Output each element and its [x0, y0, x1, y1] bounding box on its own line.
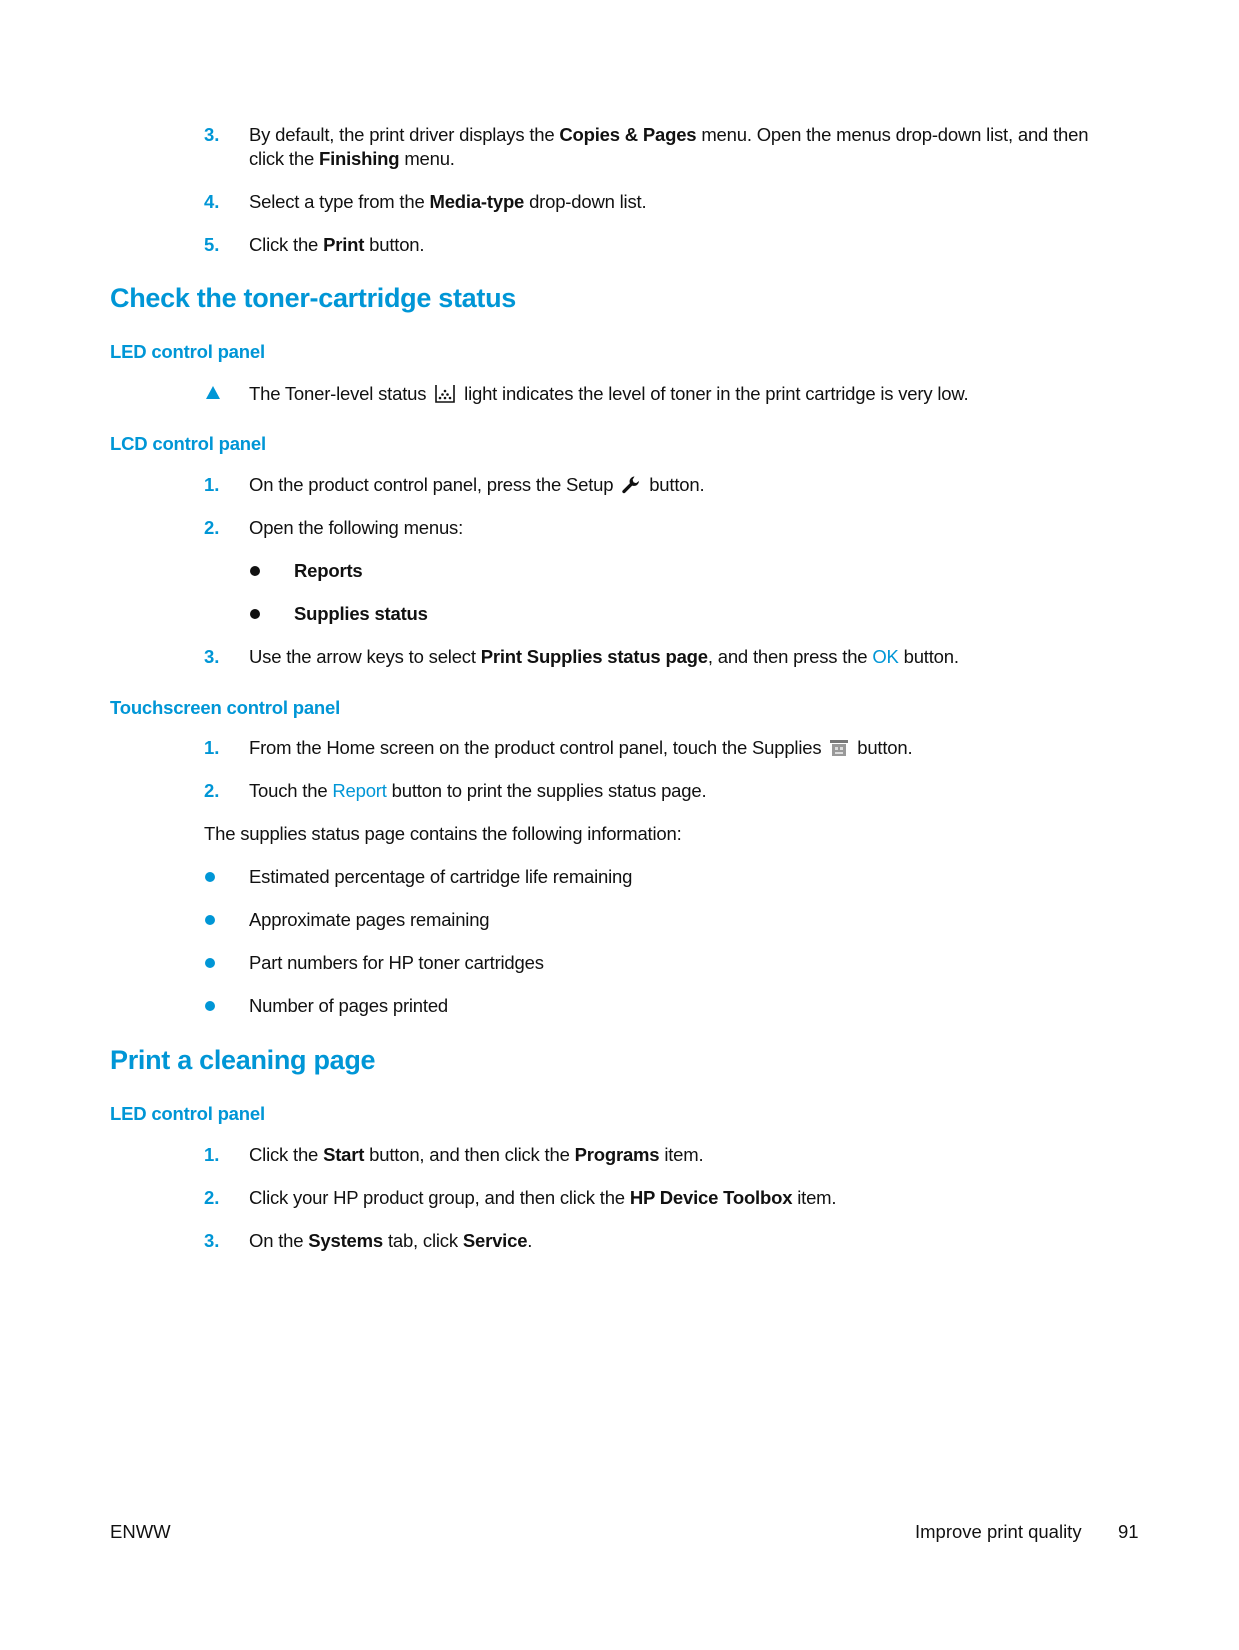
menu-label: Reports: [294, 560, 363, 581]
step-text: By default, the print driver displays the Copies & Pages menu. Open the menus drop-down list, and then: [249, 124, 1089, 145]
page-number: 91: [1118, 1521, 1139, 1542]
section-title-toner-status: Check the toner-cartridge status: [110, 283, 516, 313]
step-number: 1.: [204, 474, 220, 495]
step-number: 3.: [204, 124, 220, 145]
step-text: Click the Start button, and then click the Programs item.: [249, 1144, 704, 1165]
step-number: 4.: [204, 191, 220, 212]
toner-level-icon: [434, 382, 456, 410]
bullet-icon: [250, 609, 260, 619]
footer-locale: ENWW: [110, 1521, 171, 1542]
step-number: 3.: [204, 1230, 220, 1251]
info-intro: The supplies status page contains the following information:: [204, 823, 682, 844]
step-text: Select a type from the Media-type drop-down list.: [249, 191, 647, 212]
step-text: Click your HP product group, and then click the HP Device Toolbox item.: [249, 1187, 837, 1208]
note-text: The Toner-level status light indicates the level of toner in the print cartridge is very low.: [249, 382, 968, 410]
step-text: Touch the Report button to print the supplies status page.: [249, 780, 707, 801]
step-number: 2.: [204, 780, 220, 801]
subheading-led-control-panel-cleaning: LED control panel: [110, 1103, 265, 1124]
step-number: 2.: [204, 517, 220, 538]
bullet-icon: [205, 1001, 215, 1011]
step-number: 2.: [204, 1187, 220, 1208]
section-title-cleaning-page: Print a cleaning page: [110, 1045, 376, 1075]
step-number: 3.: [204, 646, 220, 667]
step-text: From the Home screen on the product control panel, touch the Supplies button.: [249, 736, 912, 764]
step-number: 5.: [204, 234, 220, 255]
step-text: Use the arrow keys to select Print Supplies status page, and then press the OK button.: [249, 646, 959, 667]
step-text: Open the following menus:: [249, 517, 464, 538]
bullet-icon: [250, 566, 260, 576]
step-number: 1.: [204, 737, 220, 758]
bullet-icon: [205, 915, 215, 925]
step-number: 1.: [204, 1144, 220, 1165]
bullet-icon: [205, 958, 215, 968]
footer-section-title: Improve print quality: [915, 1521, 1082, 1542]
step-text: On the Systems tab, click Service.: [249, 1230, 533, 1251]
ok-button-reference: OK: [872, 646, 899, 667]
bullet-icon: [205, 872, 215, 882]
supplies-icon: [829, 738, 849, 764]
step-text: Click the Print button.: [249, 234, 425, 255]
warning-triangle-icon: [206, 386, 220, 399]
step-text-cont: click the Finishing menu.: [249, 148, 455, 169]
menu-label: Supplies status: [294, 603, 428, 624]
report-button-reference: Report: [332, 780, 387, 801]
step-text: On the product control panel, press the Setup button.: [249, 473, 704, 501]
wrench-icon: [621, 475, 641, 501]
subheading-lcd-control-panel: LCD control panel: [110, 433, 266, 454]
subheading-touchscreen-control-panel: Touchscreen control panel: [110, 697, 341, 718]
subheading-led-control-panel: LED control panel: [110, 341, 265, 362]
